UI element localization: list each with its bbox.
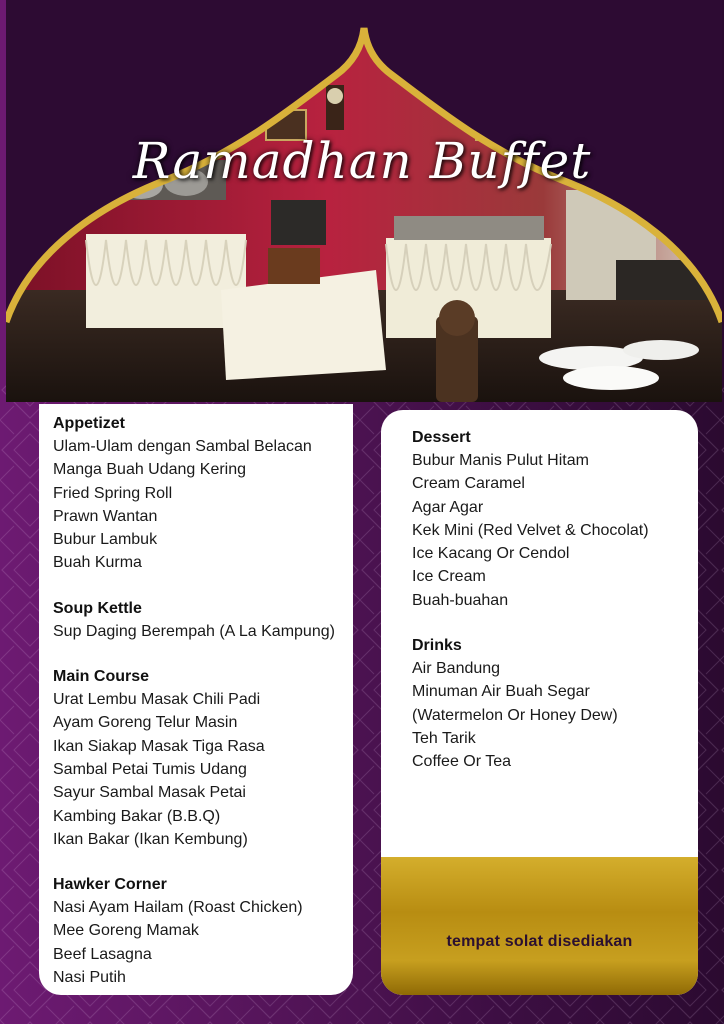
menu-card-left	[39, 404, 353, 995]
section-title: Drinks	[412, 637, 462, 655]
menu-item: Ice Cream	[412, 568, 486, 586]
menu-item: Mee Goreng Mamak	[53, 922, 199, 940]
menu-section-hawker-corner	[53, 873, 353, 989]
menu-section-drinks	[412, 634, 698, 773]
section-title: Main Course	[53, 668, 150, 686]
menu-section-appetizer	[53, 412, 353, 575]
section-title: Hawker Corner	[53, 876, 167, 894]
page-title: Ramadhan Buffet	[132, 132, 592, 190]
menu-item: Minuman Air Buah Segar	[412, 683, 590, 701]
menu-section-soup	[53, 597, 353, 643]
menu-item: Ulam-Ulam dengan Sambal Belacan	[53, 438, 312, 455]
menu-item: Kambing Bakar (B.B.Q)	[53, 807, 221, 825]
menu-item: Ice Kacang Or Cendol	[412, 545, 570, 563]
menu-item: Air Bandung	[412, 660, 501, 678]
menu-item: Sup Daging Berempah (A La Kampung)	[53, 622, 335, 640]
menu-item: Sambal Petai Tumis Udang	[53, 760, 247, 778]
menu-item: Ayam Goreng Telur Masin	[53, 714, 238, 732]
menu-item: Fried Spring Roll	[53, 484, 173, 502]
menu-item: Buah Kurma	[53, 554, 142, 572]
menu-item: Sayur Sambal Masak Petai	[53, 784, 246, 802]
menu-item: Kek Mini (Red Velvet & Chocolat)	[412, 521, 649, 539]
section-title: Dessert	[412, 429, 471, 446]
menu-item: Ikan Bakar (Ikan Kembung)	[53, 830, 248, 848]
menu-section-main-course	[53, 665, 353, 851]
gold-footer-band	[381, 857, 698, 995]
menu-card-right	[381, 410, 698, 995]
menu-item: Urat Lembu Masak Chili Padi	[53, 691, 261, 709]
menu-item: Teh Tarik	[412, 729, 476, 747]
menu-item: (Watermelon Or Honey Dew)	[412, 706, 618, 724]
buffet-photo	[6, 0, 722, 402]
menu-item: Agar Agar	[412, 498, 484, 516]
menu-item: Prawn Wantan	[53, 507, 158, 525]
menu-section-dessert	[412, 426, 698, 612]
menu-item: Beef Lasagna	[53, 945, 152, 963]
menu-item: Manga Buah Udang Kering	[53, 461, 247, 479]
menu-item: Coffee Or Tea	[412, 753, 512, 771]
section-title: Soup Kettle	[53, 599, 142, 617]
menu-item: Ikan Siakap Masak Tiga Rasa	[53, 737, 265, 755]
menu-item: Cream Caramel	[412, 475, 525, 493]
menu-item: Buah-buahan	[412, 591, 509, 609]
menu-item: Nasi Putih	[53, 969, 126, 987]
menu-item: Nasi Ayam Hailam (Roast Chicken)	[53, 899, 303, 917]
menu-item: Bubur Lambuk	[53, 531, 158, 549]
prayer-space-notice: tempat solat disediakan	[446, 933, 633, 950]
section-title: Appetizet	[53, 415, 125, 432]
menu-item: Bubur Manis Pulut Hitam	[412, 452, 589, 469]
